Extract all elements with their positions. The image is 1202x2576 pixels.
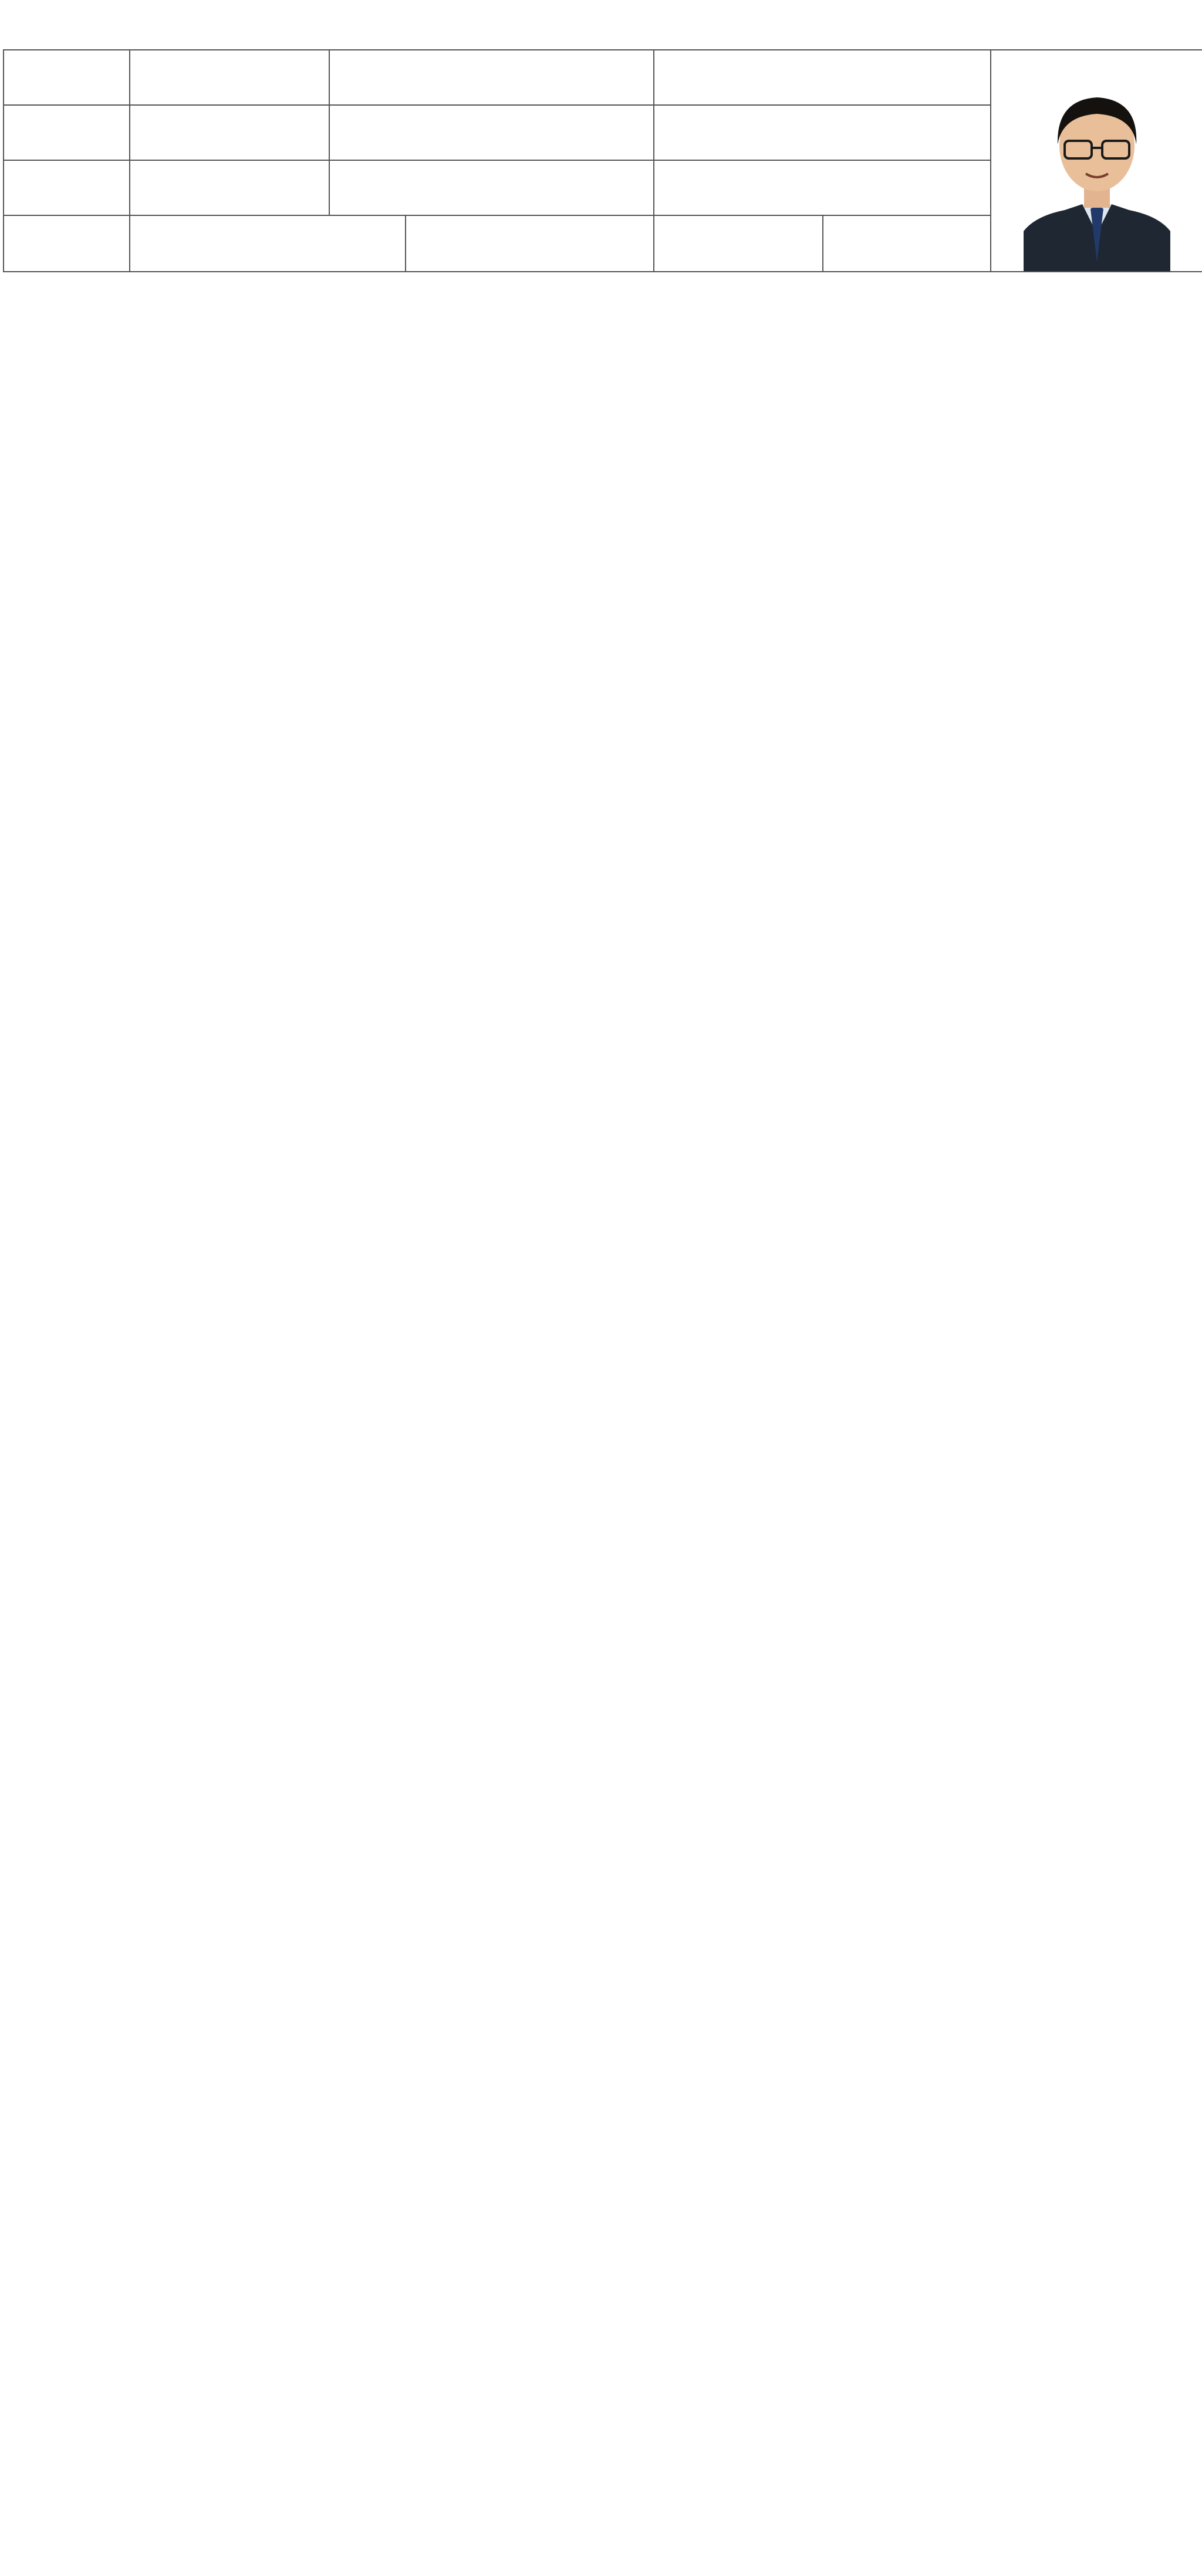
position-label [654, 215, 823, 272]
major-label [654, 50, 991, 105]
mentor-type-option-applied [130, 215, 406, 272]
gender-label [329, 50, 654, 105]
page-title [0, 0, 1202, 47]
info-table [3, 49, 1202, 272]
major-value [654, 105, 991, 160]
position-value [823, 215, 991, 272]
gender-value [329, 105, 654, 160]
mentor-type-label [4, 215, 130, 272]
profile-photo [1024, 80, 1170, 271]
photo-cell [991, 50, 1202, 272]
birth-value [130, 105, 329, 160]
name-value [4, 105, 130, 160]
mentor-type-option-tech [406, 215, 654, 272]
name-label [4, 50, 130, 105]
birth-label [130, 50, 329, 105]
discipline-value [654, 160, 991, 215]
research-direction-value [130, 160, 329, 215]
research-direction-label [4, 160, 130, 215]
discipline-label [329, 160, 654, 215]
